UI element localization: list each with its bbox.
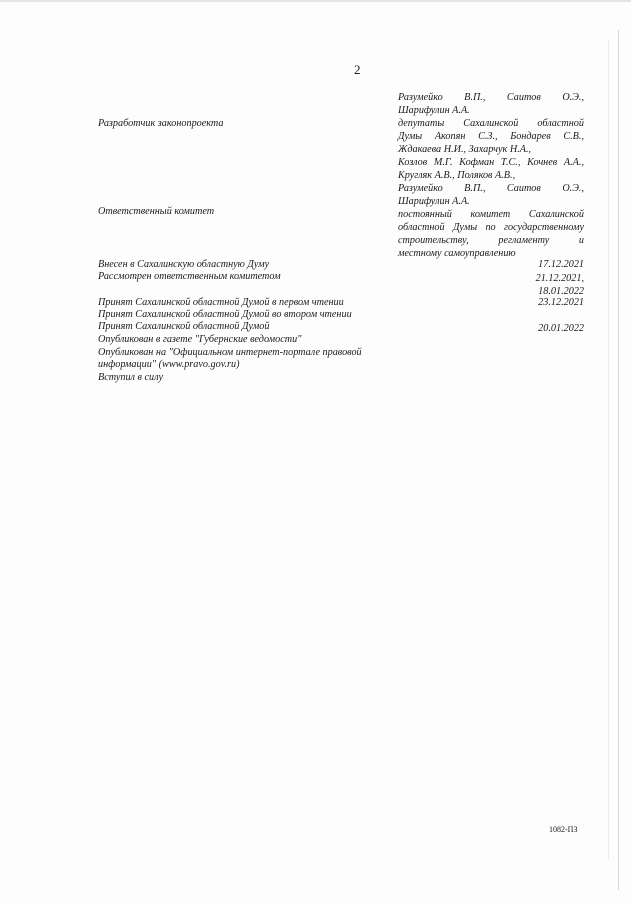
right-column-line: местному самоуправлению bbox=[398, 248, 516, 259]
right-column-line: Ждакаева Н.И., Захарчук Н.А., bbox=[398, 144, 532, 155]
right-column-line: Думы Акопян С.З., Бондарев С.В., bbox=[398, 131, 584, 142]
scan-edge-right bbox=[618, 30, 619, 890]
right-column-line: Разумейко В.П., Саитов О.Э., bbox=[398, 92, 584, 103]
stage-label: Рассмотрен ответственным комитетом bbox=[98, 271, 281, 282]
committee-label: Ответственный комитет bbox=[98, 206, 215, 217]
stage-date: 18.01.2022 bbox=[538, 286, 584, 297]
scan-edge-right-inner bbox=[608, 40, 609, 860]
stage-label: Внесен в Сахалинскую областную Думу bbox=[98, 259, 270, 270]
stage-label: Принят Сахалинской областной Думой во втором чтении bbox=[98, 309, 352, 320]
stage-date: 21.12.2021, bbox=[535, 273, 584, 284]
stage-label: Опубликован в газете "Губернские ведомости" bbox=[98, 334, 302, 345]
stage-date: 23.12.2021 bbox=[538, 297, 584, 308]
scan-edge-top bbox=[0, 0, 631, 2]
developer-label: Разработчик законопроекта bbox=[98, 118, 224, 129]
stage-date: 17.12.2021 bbox=[538, 259, 584, 270]
right-column-line: Шарифулин А.А. bbox=[398, 105, 470, 116]
right-column-line: Шарифулин А.А. bbox=[398, 196, 470, 207]
right-column-line: Козлов М.Г. Кофман Т.С., Кочнев А.А., bbox=[398, 157, 584, 168]
stage-label: Принят Сахалинской областной Думой bbox=[98, 321, 270, 332]
document-code: 1082-ПЗ bbox=[549, 825, 578, 834]
right-column-line: Разумейко В.П., Саитов О.Э., bbox=[398, 183, 584, 194]
right-column-line: областной Думы по государственному bbox=[398, 222, 584, 233]
stage-label: Опубликован на "Официальном интернет-портале правовой bbox=[98, 347, 362, 358]
stage-date: 20.01.2022 bbox=[538, 323, 584, 334]
right-column-line: строительству, регламенту и bbox=[398, 235, 584, 246]
right-column-line: постоянный комитет Сахалинской bbox=[398, 209, 584, 220]
page-number: 2 bbox=[354, 62, 361, 77]
stage-label: информации" (www.pravo.gov.ru) bbox=[98, 359, 240, 370]
stage-label: Вступил в силу bbox=[98, 372, 163, 383]
right-column-line: Кругляк А.В., Поляков А.В., bbox=[398, 170, 516, 181]
right-column-line: депутаты Сахалинской областной bbox=[398, 118, 584, 129]
stage-label: Принят Сахалинской областной Думой в первом чтении bbox=[98, 297, 344, 308]
